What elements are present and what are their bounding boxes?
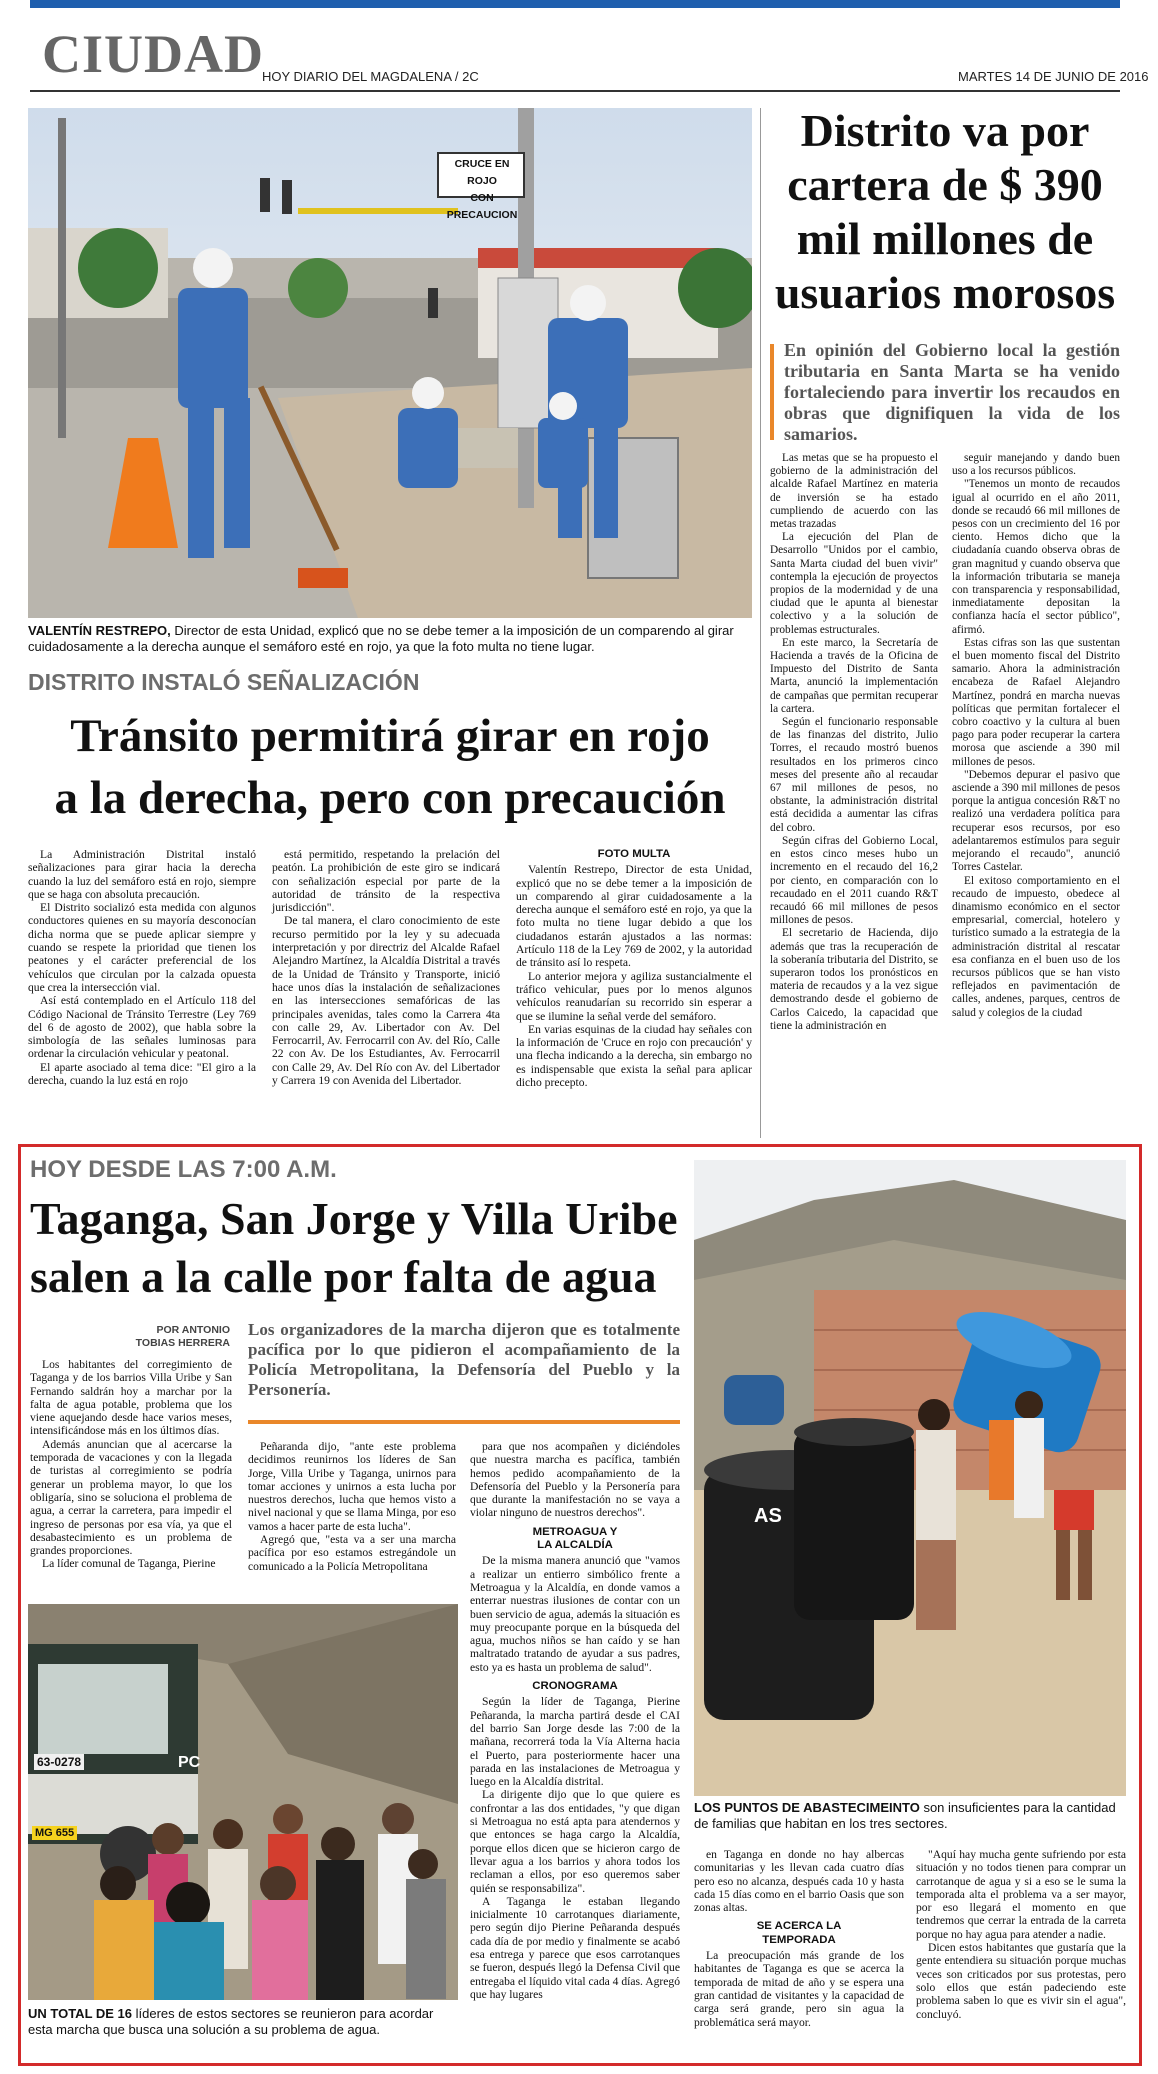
truck-logo: PC: [178, 1754, 201, 1771]
paper-name: HOY DIARIO DEL MAGDALENA / 2C: [262, 69, 479, 84]
story2-headline: Distrito va por cartera de $ 390 mil millones de usuarios morosos: [774, 105, 1116, 318]
photo-caption-traffic: VALENTÍN RESTREPO, Director de esta Unidad, explicó que no se debe temer a la imposición de un comparendo al girar cuidadosamente a la derecha aunque el semáforo esté en rojo, ya que la foto multa no tiene lugar.: [28, 623, 734, 654]
deck-underline: [248, 1420, 680, 1424]
story1-kicker: DISTRITO INSTALÓ SEÑALIZACIÓN: [28, 669, 420, 695]
truck-plate: 63-0278: [34, 1754, 84, 1770]
story3-col5: "Aquí hay mucha gente sufriendo por esta situación y no todos tienen para comprar un carrotanque de agua y si a eso se le suma la temporada alta el problema va a ser mayor, por eso llegará el momento en que tendremos que cerrar la entrada de la carreta porque no hay agua para atender a nadie. Dicen estos habitantes que gustaría que la gente entendiera su situación porque muchas veces son criticados por sus protestas, pero solo ellos que están padeciendo este problema saben lo que es vivir sin el agua", concluyó.: [916, 1848, 1126, 2021]
masthead-rule: [30, 90, 1120, 92]
byline: POR ANTONIO TOBIAS HERRERA: [135, 1324, 230, 1349]
story3-col3: para que nos acompañen y diciéndoles que nuestra marcha es pacífica, también hemos pedido acompañamiento de la Defensoría del Pueblo y la Personería para que durante la manifestación no se vaya a violar ninguno de nuestros derechos". METROAGUA Y LA ALCALDÍA De la misma manera anunció que "vamos a realizar un entierro simbólico frente a Metroagua y la Alcaldía, en donde vamos a enterrar nuestras ilusiones de contar con un buen servicio de agua, además la situación es muy preocupante porque en la búsqueda del agua, muchos niños se han caído y se han maltratado tratando de ayudar a sus padres, esto ya es hasta un problema de salud". CRONOGRAMA Según la líder de Taganga, Pierine Peñaranda, la marcha partirá desde el CAI del barrio San Jorge desde las 7:00 de la mañana, recorrerá toda la Vía Alterna hacia el Puerto, para posteriormente hacer una parada en las instalaciones de Metroagua y luego en la Alcaldía distrital. La dirigente dijo que lo que quiere es confrontar a las dos entidades, "y que digan si Metroagua no está apta para atendernos y que entonces se haga cargo la Alcaldía, porque ellos dicen que se hicieron cargo de llevar agua a los barrios y ahora todos los reclaman a ellos, por eso queremos saber quién se responsabiliza". A Taganga le estaban llegando inicialmente 10 carrotanques diariamente, pero según dijo Pierine Peñaranda después cada día de por medio y finalmente se acabó esa entrega y parece que esos carrotanques se fueron, después llegó la Defensa Civil que entregaba el líquido vital cada 4 días. Agregó que hay lugares: [470, 1440, 680, 2001]
story1-col2: está permitido, respetando la prelación del peatón. La prohibición de este giro se indicará con señalización especial por parte de la autoridad de tránsito de la respectiva jurisdicción". De tal manera, el claro conocimiento de este recurso permitido por la ley y su adecuada interpretación y por directriz del Alcalde Rafael Alejandro Martínez, la Alcaldía Distrital a través de la Unidad de Tránsito y Transporte, inició hace unos días la instalación de señalizaciones en las intersecciones semafóricas de las principales avenidas, tales como la Carrera 4ta con calle 29, Av. Libertador con Av. Del Ferrocarril, Av. Ferrocarril con Av. del Río, Calle 22 con Av. De los Estudiantes, Av. Ferrocarril con Calle 29, Av. Del Río con Av. del Libertador y Carrera 19 con Avenida del Libertador.: [272, 848, 500, 1088]
tank-label: AS: [754, 1505, 782, 1527]
water-tanks-photo: [694, 1160, 1126, 1796]
story2-col2: seguir manejando y dando buen uso a los recursos públicos. "Tenemos un monto de recaudos igual al ocurrido en el año 2011, donde se recaudó 66 mil millones de pesos con un crecimiento del 16 por ciento. Hemos dicho que la ciudadanía cuando observa obras de gran magnitud y cuando observa que la información tributaria se maneja con transparencia y responsabilidad, inmediatamente depositan la confianza hacía el sector público", afirmó. Estas cifras son las que sustentan el buen momento fiscal del Distrito samario. Ahora la administración encabeza de Rafael Alejandro Martínez, pondrá en marcha nuevas políticas que permitan fortalecer el cobro coactivo y la cultura al buen pago para poder recuperar la cartera morosa que asciende a 390 mil millones de pesos. "Debemos depurar el pasivo que asciende a 390 mil millones de pesos porque la antigua concesión R&T no realizó una verdadera política para recuperar esos recursos, por eso adelantaremos estímulos para seguir mejorando el recaudo", anunció Torres Castelar. El exitoso comportamiento en el recaudo de impuesto, obedece al dinamismo económico en el sector empresarial, comercial, hotelero y turístico sumado a la estrategia de la administración distrital al rescatar esa confianza en el buen uso de los recursos públicos que se han visto reflejados en pavimentación de calles, andenes, parques, centros de salud y colegios de la ciudad: [952, 452, 1120, 1019]
story3-deck: Los organizadores de la marcha dijeron que es totalmente pacífica por lo que pidieron el acompañamiento de la Policía Metropolitana, la Defensoría del Pueblo y la Personería.: [248, 1320, 680, 1399]
story3-col4: en Taganga en donde no hay albercas comunitarias y les llevan cada cuatro días pero eso no alcanza, después cada 10 y hasta cada 15 días como en el barrio Oasis que son zonas altas. SE ACERCA LA TEMPORADA La preocupación más grande de los habitantes de Taganga es que se acerca la temporada de mitad de año y se espera una gran cantidad de visitantes y la capacidad de carga será grande, pero sin agua la problemática será mayor.: [694, 1848, 904, 2029]
story3-kicker: HOY DESDE LAS 7:00 A.M.: [30, 1156, 337, 1183]
story3-col1: Los habitantes del corregimiento de Taganga y de los barrios Villa Uribe y San Fernando saldrán hoy a marchar por la falta de agua potable, problema que los viene aquejando desde hace varios meses, intensificándose más en los últimos días. Además anuncian que al acercarse la temporada de vacaciones y con la llegada de turistas al corregimiento se podría generar un problema mayor, lo que los obligaría, sino se soluciona el problema de agua, a cerrar la carretera, para impedir el ingreso de personas por esa vía, ya que el desabastecimiento es un problema de grandes proporciones. La líder comunal de Taganga, Pierine: [30, 1358, 232, 1571]
story1-col1: La Administración Distrital instaló señalizaciones para girar hacia la derecha cuando la luz del semáforo está en rojo, siempre que se haga con absoluta precaución. El Distrito socializó esta medida con algunos conductores quienes en su mayoría desconocían dicha norma que se puede aplicar siempre y cuando se respete la prioridad que tienen los peatones y el carácter preferencial de los vehículos que circulan por la calzada opuesta que crea la intersección vial. Así está contemplado en el Artículo 118 del Código Nacional de Tránsito Terrestre (Ley 769 del 6 de agosto de 2002), que habla sobre la simbología de las señales luminosas para ordenar la circulación vehicular y peatonal. El aparte asociado al tema dice: "El giro a la derecha, cuando la luz está en rojo: [28, 848, 256, 1088]
story1-headline: Tránsito permitirá girar en rojo a la derecha, pero con precaución: [54, 710, 726, 824]
story3-col2: Peñaranda dijo, "ante este problema decidimos reunirnos los líderes de San Jorge, Villa Uribe y Taganga, unirnos para tomar acciones y unirnos a esta lucha por nuestros derechos, lucha que hemos visto a nivel nacional y que se llama Minga, por eso vamos a hacer parte de esta lucha". Agregó que, "esta va a ser una marcha pacífica por eso estamos estregándole un comunicado a la Policía Metropolitana: [248, 1440, 456, 1573]
meeting-photo: [28, 1604, 458, 2000]
sign-text: CRUCE EN ROJO CON PRECAUCION: [446, 158, 518, 221]
photo-caption-meeting: UN TOTAL DE 16 líderes de estos sectores se reunieron para acordar esta marcha que busca una solución a su problema de agua.: [28, 2006, 434, 2037]
top-color-bar: [30, 0, 1120, 8]
issue-date: MARTES 14 DE JUNIO DE 2016: [958, 69, 1149, 84]
truck-plate-yellow: MG 655: [32, 1826, 77, 1840]
photo-caption-tanks: LOS PUNTOS DE ABASTECIMEINTO son insuficientes para la cantidad de familias que habitan en los tres sectores.: [694, 1800, 1116, 1831]
traffic-sign-photo: [28, 108, 752, 618]
deck-accent-bar: [770, 344, 774, 440]
story2-deck: En opinión del Gobierno local la gestión tributaria en Santa Marta se ha venido fortaleciendo para invertir los recaudos en obras que dignifiquen la vida de los samarios.: [784, 340, 1120, 444]
story3-headline: Taganga, San Jorge y Villa Uribe salen a la calle por falta de agua: [30, 1193, 678, 1302]
story2-col1: Las metas que se ha propuesto el gobierno de la administración del alcalde Rafael Martínez en materia de inversión se ha estado cumpliendo de acuerdo con las metas trazadas La ejecución del Plan de Desarrollo "Unidos por el cambio, Santa Marta ciudad del buen vivir" contempla la ejecución de proyectos propios de la modernidad y de una ciudad que le apunta al bienestar colectivo y a la solución de problemas estructurales. En este marco, la Secretaría de Hacienda a través de la Oficina de Impuesto del Distrito de Santa Marta, anunció la implementación de campañas que permitan recuperar la cartera. Según el funcionario responsable de las finanzas del distrito, Julio Torres, el recaudo mostró buenos resultados en los primeros cinco meses del presente año al recaudar 67 mil millones de pesos, no obstante, la administración distrital está decidida a aumentar las cifras del cobro. Según cifras del Gobierno Local, en estos cinco meses hubo un incremento en el recaudo del 16,2 por ciento, en comparación con lo recaudado en el 2011 cuando R&T recaudó 66 mil millones de pesos millones de pesos. El secretario de Hacienda, dijo además que tras la recuperación de la soberanía tributaria del Distrito, se superaron todos los pronósticos en materia de recaudos y a la vez sigue demostrando desde el gobierno de Carlos Caicedo, la capacidad que tiene la administración en: [770, 452, 938, 1032]
column-divider: [760, 108, 761, 1138]
section-title: CIUDAD: [42, 24, 264, 84]
story1-col3: FOTO MULTA Valentín Restrepo, Director de esta Unidad, explicó que no se debe temer a la imposición de un comparendo al girar cuidadosamente a la derecha aunque el semáforo esté en rojo, ya que la foto multa no tiene lugar debido a que los ciudadanos estarán ajustados a las normas: Artículo 118 de la Ley 769 de 2002, y la autoridad de tránsito así lo respeta. Lo anterior mejora y agiliza sustancialmente el tráfico vehicular, pues por lo menos algunos vehículos reanudarían su recorrido sin esperar a que se ilumine la señal verde del semáforo. En varias esquinas de la ciudad hay señales con la información de 'Cruce en rojo con precaución' y una flecha indicando a la derecha, sin embargo no es indispensable que exista la señal para aplicar dicho precepto.: [516, 848, 752, 1090]
